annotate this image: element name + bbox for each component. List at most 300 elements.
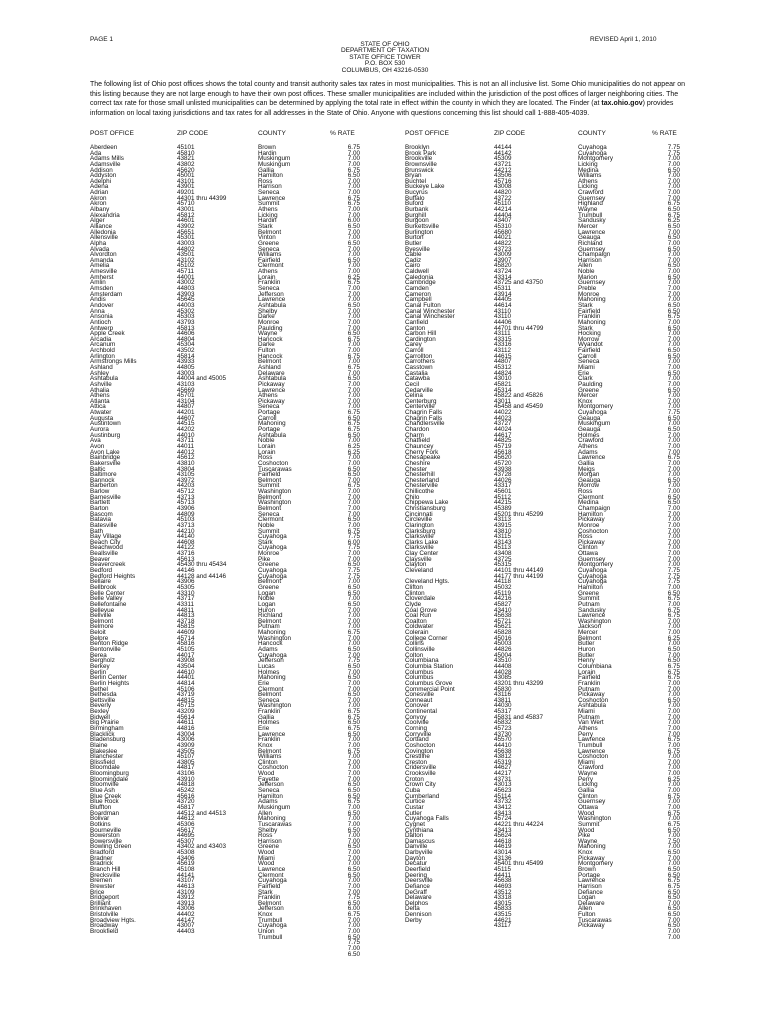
rate-cell: 7.00 [347, 510, 360, 518]
rate-cell: 7.00 [347, 228, 360, 236]
rate-cell: 6.50 [667, 476, 680, 484]
county-cell: Seneca [258, 403, 280, 411]
rate-cell: 6.50 [347, 431, 360, 439]
county-cell: Belmont [258, 578, 282, 586]
post-office-cell: Continental [405, 708, 437, 716]
zip-cell: 44608 [177, 538, 195, 546]
county-cell: Wayne [578, 770, 598, 778]
rate-cell: 6.50 [667, 866, 680, 873]
zip-cell: 44301 thru 44399 [177, 194, 227, 202]
zip-cell: 44030 [494, 702, 512, 710]
post-office-cell: Buchtel [405, 177, 427, 185]
zip-cell: 43314 [494, 273, 512, 281]
left-county-column [258, 145, 292, 940]
county-cell: Cuyahoga [578, 567, 607, 575]
rate-cell: 7.00 [667, 538, 680, 546]
county-cell: Stark [258, 222, 273, 230]
county-cell: Henry [578, 657, 595, 665]
rate-cell: 7.00 [347, 764, 360, 772]
post-office-cell: Bladensburg [90, 736, 126, 744]
county-cell: Huron [578, 646, 596, 654]
post-office-cell: Brilliant [90, 899, 111, 907]
rate-cell: 6.50 [667, 369, 680, 377]
county-cell: Fulton [258, 347, 276, 355]
post-office-cell: Chagrin Falls [405, 414, 443, 422]
rate-cell: 6.75 [347, 911, 360, 919]
county-cell: Belmont [258, 691, 282, 699]
county-cell: Guernsey [578, 555, 606, 563]
county-cell: Pickaway [258, 380, 285, 388]
rate-cell: 6.50 [347, 719, 360, 727]
rate-cell: 6.75 [667, 747, 680, 755]
post-office-cell: Bucyrus [405, 189, 428, 197]
post-office-cell: Chester [405, 465, 428, 473]
post-office-cell: Brewster [90, 882, 115, 890]
rate-cell: 7.00 [347, 206, 360, 214]
county-cell: Ottawa [578, 550, 598, 558]
county-cell: Carroll [578, 352, 597, 360]
post-office-cell: Chagrin Falls [405, 409, 443, 417]
post-office-cell: Claysville [405, 555, 432, 563]
rate-cell: 7.00 [667, 787, 680, 795]
post-office-cell: Bolivar [90, 815, 110, 823]
post-office-cell: Bethesda [90, 691, 117, 699]
zip-cell: 44515 [177, 420, 195, 428]
rate-cell: 6.50 [347, 301, 360, 309]
post-office-cell: Birmingham [90, 724, 124, 732]
zip-cell: 43107 [177, 877, 195, 885]
county-cell: Clermont [258, 871, 284, 879]
county-cell: Pickaway [578, 922, 605, 930]
post-office-cell: Conesville [405, 691, 435, 699]
county-cell: Putnam [258, 623, 280, 631]
post-office-cell: Clayton [405, 561, 427, 569]
zip-cell: 44140 [177, 533, 195, 541]
zip-cell: 43912 [177, 894, 195, 902]
rate-cell: 6.50 [667, 324, 680, 332]
post-office-cell: Delaware [405, 894, 432, 902]
rate-cell: 6.75 [347, 708, 360, 716]
zip-cell: 45310 [494, 222, 512, 230]
address-line: STATE OFFICE TOWER [349, 53, 421, 61]
county-cell: Licking [258, 211, 278, 219]
zip-cell: 43003 [177, 239, 195, 247]
rate-cell: 7.00 [347, 685, 360, 693]
rate-cell: 6.50 [667, 222, 680, 230]
post-office-cell: Clarksburg [405, 527, 436, 535]
post-office-cell: Alvada [90, 245, 110, 253]
county-cell: Belmont [578, 634, 602, 642]
county-cell: Morrow [578, 335, 599, 343]
rate-cell: 7.00 [667, 448, 680, 456]
zip-cell: 44807 [494, 358, 512, 366]
rate-cell: 6.50 [667, 871, 680, 879]
county-cell: Greene [258, 561, 280, 569]
zip-cell: 44809 [177, 510, 195, 518]
rate-cell: 7.00 [667, 437, 680, 445]
zip-cell: 45309 [494, 155, 512, 163]
post-office-cell: Bellaire [90, 578, 111, 586]
zip-cell: 45712 [177, 488, 195, 496]
post-office-cell: Barberton [90, 482, 118, 490]
zip-cell: 44141 [177, 871, 195, 879]
rate-cell: 7.00 [667, 685, 680, 693]
post-office-cell: Bedford [90, 567, 113, 575]
county-cell: Hancock [258, 335, 283, 343]
rate-cell: 7.00 [667, 781, 680, 789]
post-office-cell: Canal Winchester [405, 307, 455, 315]
zip-cell: 43105 [177, 471, 195, 479]
county-cell: Mahoning [578, 843, 606, 851]
county-cell: Monroe [578, 290, 600, 298]
rate-cell: 7.00 [667, 358, 680, 366]
zip-cell: 43906 [177, 505, 195, 512]
post-office-cell: Antwerp [90, 324, 114, 332]
zip-cell: 44146 [177, 567, 195, 575]
post-office-cell: Chilo [405, 493, 420, 501]
zip-cell: 44202 [177, 426, 195, 434]
rate-cell: 7.00 [667, 713, 680, 721]
post-office-cell: Cincinnati [405, 510, 433, 518]
post-office-cell: Cridersville [405, 764, 437, 772]
post-office-cell: Conover [405, 702, 429, 710]
rate-cell: 7.00 [347, 358, 360, 366]
post-office-cell: Cairo [405, 262, 421, 270]
zip-cell: 45832 [494, 719, 512, 727]
rate-cell: 6.75 [347, 335, 360, 343]
rate-cell: 7.75 [347, 657, 360, 665]
zip-cell: 44128 and 44146 [177, 572, 227, 580]
post-office-cell: Coolville [405, 719, 429, 727]
rate-cell: 7.00 [667, 899, 680, 907]
county-cell: Clermont [578, 493, 604, 501]
rate-cell: 6.75 [347, 363, 360, 371]
post-office-cell: Deersville [405, 877, 433, 885]
county-cell: Washington [578, 815, 612, 823]
county-cell: Mercer [578, 629, 598, 637]
county-cell: Fairfield [578, 674, 601, 682]
post-office-cell: Defiance [405, 882, 430, 890]
zip-cell: 44021 [494, 234, 512, 242]
county-cell: Holmes [258, 668, 280, 676]
rate-cell: 6.75 [347, 798, 360, 806]
county-cell: Huron [258, 606, 276, 614]
county-cell: Belmont [258, 358, 282, 366]
county-cell: Perry [578, 775, 594, 783]
county-cell: Gallia [578, 787, 595, 795]
county-cell: Ashtabula [258, 431, 287, 439]
post-office-cell: Amsterdam [90, 290, 123, 298]
zip-cell: 45817 [177, 803, 195, 811]
zip-cell: 44011 [177, 442, 195, 450]
county-cell: Lorain [258, 442, 276, 450]
county-cell: Fairfield [578, 347, 601, 355]
rate-cell: 6.50 [667, 262, 680, 270]
post-office-cell: Ashtabula [90, 375, 119, 383]
post-office-cell: Cloverdale [405, 595, 436, 603]
zip-cell: 44210 [177, 527, 195, 535]
county-cell: Lawrence [578, 877, 606, 885]
county-cell: Franklin [258, 736, 281, 744]
rate-cell: 7.00 [347, 403, 360, 411]
rate-cell: 7.00 [347, 262, 360, 270]
zip-cell: 43730 [494, 730, 512, 738]
county-cell: Williams [258, 753, 282, 761]
intro-text: The following list of Ohio post offices shows the total county and transit authority sales tax rates in most municipalities. This is not an all inclusive list. Some Ohio municipalities do not appear on this listing because they are not large enough to have their own post offices. These smaller municipalities are included within the jurisdiction of the post offices of larger neighboring cities. The correct tax rate for those small unlisted municipalities can be determined by applying the total rate in effect within the county in which they are located. The Finder (at [90, 81, 686, 108]
rate-cell: 7.00 [347, 922, 360, 930]
zip-cell: 45003 [494, 640, 512, 648]
post-office-cell: Carroll [405, 347, 424, 355]
post-office-cell: Andover [90, 301, 114, 309]
rate-cell: 7.00 [667, 691, 680, 699]
zip-cell: 45001 [177, 172, 195, 180]
rate-cell: 7.00 [667, 623, 680, 631]
county-cell: Cuyahoga [578, 144, 607, 151]
rate-cell: 6.50 [347, 375, 360, 383]
county-cell: Summit [258, 527, 280, 535]
zip-cell: 43720 [177, 798, 195, 806]
rate-cell: 6.50 [347, 787, 360, 795]
rate-cell: 6.50 [347, 222, 360, 230]
rate-cell: 6.75 [667, 736, 680, 744]
zip-cell: 43009 [494, 251, 512, 259]
rate-cell: 7.00 [667, 516, 680, 524]
post-office-cell: Bradford [90, 849, 115, 857]
zip-cell: 43310 [177, 589, 195, 597]
rate-cell: 6.50 [347, 809, 360, 817]
rate-cell: 7.00 [347, 640, 360, 648]
rate-cell: 6.00 [347, 538, 360, 546]
zip-cell: 45651 [177, 228, 195, 236]
rate-cell: 6.25 [347, 273, 360, 281]
post-office-cell: Cuba [405, 787, 421, 795]
intro-paragraph [90, 80, 688, 119]
rate-cell: 6.75 [667, 595, 680, 603]
rate-cell: 7.00 [667, 403, 680, 411]
zip-cell: 45716 [494, 177, 512, 185]
rate-cell: 7.00 [347, 183, 360, 191]
zip-cell: 44221 thru 44224 [494, 820, 544, 828]
post-office-cell: Addyston [90, 172, 117, 180]
rate-cell: 6.50 [667, 352, 680, 360]
county-cell: Athens [578, 177, 598, 185]
zip-cell: 45638 [494, 877, 512, 885]
zip-cell: 43810 [494, 527, 512, 535]
rate-cell: 7.00 [667, 933, 680, 941]
rate-cell: 6.50 [347, 465, 360, 473]
zip-cell: 44818 [177, 781, 195, 789]
left-rate-column [336, 145, 360, 957]
rate-cell: 7.00 [667, 798, 680, 806]
county-cell: Greene [578, 386, 600, 394]
post-office-cell: Creston [405, 758, 428, 766]
county-cell: Defiance [578, 888, 603, 896]
county-cell: Van Wert [578, 719, 604, 727]
county-cell: Cuyahoga [258, 651, 287, 659]
rate-cell: 6.25 [667, 634, 680, 642]
rate-cell: 6.25 [667, 217, 680, 225]
county-cell: Washington [258, 702, 292, 710]
rate-cell: 6.75 [347, 352, 360, 360]
zip-cell: 43713 [177, 521, 195, 529]
zip-cell: 45119 [494, 589, 512, 597]
county-cell: Noble [258, 521, 275, 529]
zip-cell: 43001 [177, 206, 195, 214]
zip-cell: 45645 [177, 296, 195, 304]
zip-cell: 49201 [177, 189, 195, 197]
post-office-cell: Blue Rock [90, 798, 119, 806]
county-cell: Jefferson [258, 657, 284, 665]
rate-cell: 7.00 [667, 296, 680, 304]
rate-cell: 6.50 [667, 245, 680, 253]
post-office-cell: Albany [90, 206, 110, 214]
rate-cell: 7.00 [667, 753, 680, 761]
rate-cell: 6.75 [347, 409, 360, 417]
zip-cell: 44403 [177, 928, 195, 936]
post-office-cell: Campbell [405, 296, 432, 304]
county-cell: Montgomery [578, 860, 613, 868]
zip-cell: 43015 [494, 899, 512, 907]
rate-cell: 6.75 [347, 194, 360, 202]
county-cell: Athens [258, 206, 278, 214]
rate-cell: 7.00 [347, 476, 360, 484]
zip-cell: 44512 and 44513 [177, 809, 227, 817]
post-office-cell: DeGraff [405, 888, 427, 896]
zip-cell: 43143 [494, 538, 512, 546]
zip-cell: 43721 [494, 160, 512, 168]
rate-cell: 6.50 [667, 414, 680, 422]
county-cell: Wood [578, 809, 595, 817]
header-county: COUNTY [258, 130, 286, 137]
zip-cell: 45814 [177, 352, 195, 360]
post-office-cell: Bridgeport [90, 894, 120, 902]
zip-cell: 43723 [494, 245, 512, 253]
county-cell: Ross [258, 177, 273, 185]
zip-cell: 45617 [177, 826, 195, 834]
rate-cell: 7.50 [667, 837, 680, 845]
rate-cell: 6.50 [347, 646, 360, 654]
zip-cell: 45810 [177, 149, 195, 157]
county-cell: Mercer [578, 392, 598, 400]
post-office-cell: Byesville [405, 245, 430, 253]
post-office-cell: Burkettsville [405, 222, 439, 230]
rate-cell: 6.50 [347, 239, 360, 247]
zip-cell: 44401 [177, 674, 195, 682]
rate-cell: 7.00 [347, 380, 360, 388]
zip-cell: 45113 [494, 544, 512, 552]
county-cell: Harrison [578, 882, 602, 890]
county-cell: Belmont [258, 228, 282, 236]
post-office-cell: Alexandria [90, 211, 120, 219]
zip-cell: 43116 [494, 691, 512, 699]
post-office-cell: Bartlett [90, 499, 110, 507]
post-office-cell: Croton [405, 775, 424, 783]
county-cell: Ashtabula [578, 702, 607, 710]
rate-cell: 7.00 [347, 369, 360, 377]
county-cell: Franklin [258, 708, 281, 716]
rate-cell: 6.50 [347, 172, 360, 180]
rate-cell: 7.00 [667, 702, 680, 710]
rate-cell: 7.00 [667, 555, 680, 563]
rate-cell: 6.75 [667, 211, 680, 219]
post-office-cell: Chesapeake [405, 454, 441, 462]
post-office-cell: Commercial Point [405, 685, 455, 693]
rate-cell: 6.75 [347, 527, 360, 535]
zip-cell: 45713 [177, 499, 195, 507]
zip-cell: 43085 [494, 674, 512, 682]
zip-cell: 45623 [494, 787, 512, 795]
rate-cell: 7.00 [347, 679, 360, 687]
county-cell: Belmont [258, 505, 282, 512]
post-office-cell: Cutler [405, 809, 422, 817]
post-office-cell: Athens [90, 392, 110, 400]
post-office-cell: Bakersville [90, 459, 121, 467]
post-office-cell: Brinkhaven [90, 905, 122, 913]
county-cell: Putnam [578, 713, 600, 721]
county-cell: Stark [258, 888, 273, 896]
rate-cell: 6.75 [347, 279, 360, 287]
rate-cell: 6.50 [667, 888, 680, 896]
post-office-cell: Columbus [405, 668, 434, 676]
rate-cell: 6.75 [667, 809, 680, 817]
zip-cell: 45815 [177, 623, 195, 631]
county-cell: Licking [578, 781, 598, 789]
zip-cell: 45016 [494, 634, 512, 642]
county-cell: Cuyahoga [578, 572, 607, 580]
post-office-cell: Butler [405, 239, 422, 247]
county-cell: Summit [578, 820, 600, 828]
post-office-cell: Columbus Grove [405, 679, 453, 687]
finder-link[interactable]: tax.ohio.gov [601, 100, 643, 108]
county-cell: Wyandot [578, 341, 603, 349]
zip-cell: 43311 [177, 600, 195, 608]
post-office-cell: Cable [405, 251, 422, 259]
address-line: DEPARTMENT OF TAXATION [340, 47, 430, 55]
post-office-cell: Burton [405, 234, 424, 242]
rate-cell: 7.00 [347, 392, 360, 400]
rate-cell: 6.75 [347, 724, 360, 732]
rate-cell: 7.00 [347, 499, 360, 507]
zip-cell: 45105 [177, 646, 195, 654]
zip-cell: 44410 [494, 741, 512, 749]
post-office-cell: Avon Lake [90, 448, 120, 456]
post-office-cell: Burgoon [405, 217, 429, 225]
zip-cell: 43406 [177, 854, 195, 862]
rate-cell: 7.00 [667, 583, 680, 591]
post-office-cell: Brecksville [90, 871, 121, 879]
county-cell: Putnam [578, 685, 600, 693]
county-cell: Allen [578, 262, 593, 270]
rate-cell: 6.50 [347, 256, 360, 264]
post-office-cell: Chillicothe [405, 488, 435, 496]
post-office-cell: Coalton [405, 617, 427, 625]
rate-cell: 7.75 [347, 544, 360, 552]
zip-cell: 44404 [494, 211, 512, 219]
rate-cell: 7.00 [667, 527, 680, 535]
zip-cell: 45305 [177, 583, 195, 591]
county-cell: Cuyahoga [258, 572, 287, 580]
post-office-cell: Cleveland [405, 567, 434, 575]
post-office-cell: Casstown [405, 363, 433, 371]
zip-cell: 45430 thru 45434 [177, 561, 227, 569]
post-office-cell: Bainbridge [90, 454, 121, 462]
post-office-cell: Corryville [405, 730, 432, 738]
post-office-cell: Dalton [405, 832, 424, 840]
rate-cell: 6.50 [667, 646, 680, 654]
county-cell: Monroe [258, 318, 280, 326]
county-cell: Tuscarawas [258, 465, 292, 473]
county-cell: Gallia [578, 459, 595, 467]
